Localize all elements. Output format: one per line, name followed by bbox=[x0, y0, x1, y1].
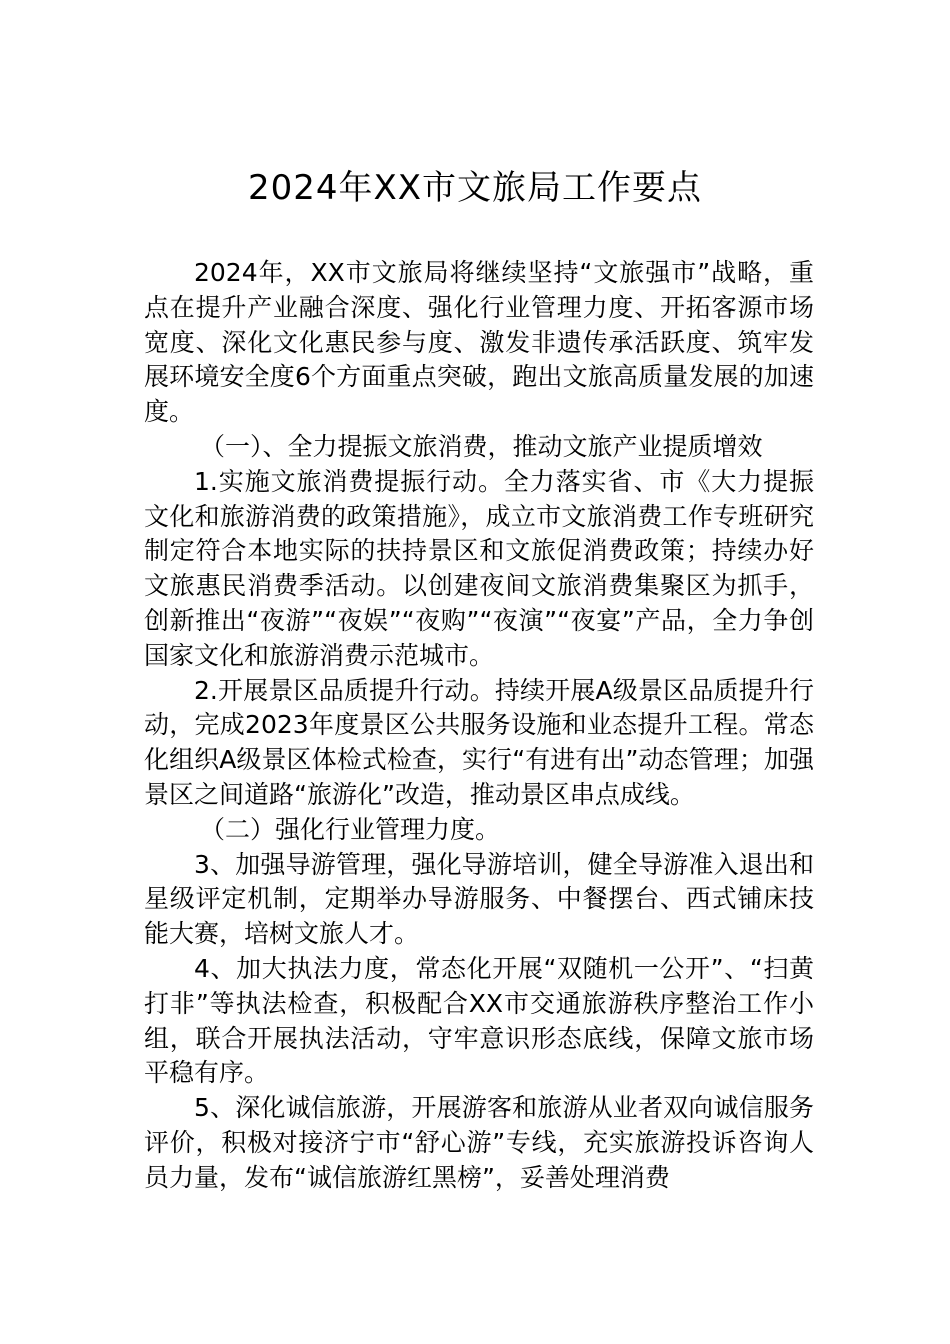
item-paragraph-2: 2.开展景区品质提升行动。持续开展A级景区品质提升行动，完成2023年度景区公共服务设施和业态提升工程。常态化组织A级景区体检式检查，实行“有进有出”动态管理；加强景区之间道路“旅游化”改造，推动景区串点成线。 bbox=[144, 675, 814, 809]
item-paragraph-3: 3、加强导游管理，强化导游培训，健全导游准入退出和星级评定机制，定期举办导游服务、中餐摆台、西式铺床技能大赛，培树文旅人才。 bbox=[144, 849, 814, 949]
item-paragraph-1: 1.实施文旅消费提振行动。全力落实省、市《大力提振文化和旅游消费的政策措施》，成立市文旅消费工作专班研究制定符合本地实际的扶持景区和文旅促消费政策；持续办好文旅惠民消费季活动。以创建夜间文旅消费集聚区为抓手，创新推出“夜游”“夜娱”“夜购”“夜演”“夜宴”产品，全力争创国家文化和旅游消费示范城市。 bbox=[144, 466, 814, 670]
document-title: 2024年XX市文旅局工作要点 bbox=[247, 168, 703, 208]
item-paragraph-5: 5、深化诚信旅游，开展游客和旅游从业者双向诚信服务评价，积极对接济宁市“舒心游”专线，充实旅游投诉咨询人员力量，发布“诚信旅游红黑榜”，妥善处理消费 bbox=[144, 1093, 814, 1192]
section-heading-2: （二）强化行业管理力度。 bbox=[200, 814, 501, 844]
intro-paragraph: 2024年，XX市文旅局将继续坚持“文旅强市”战略，重点在提升产业融合深度、强化行业管理力度、开拓客源市场宽度、深化文化惠民参与度、激发非遗传承活跃度、筑牢发展环境安全度6个方面重点突破，跑出文旅高质量发展的加速度。 bbox=[144, 258, 814, 427]
document-body bbox=[144, 256, 814, 1196]
item-paragraph-4: 4、加大执法力度，常态化开展“双随机一公开”、“扫黄打非”等执法检查，积极配合XX市交通旅游秩序整治工作小组，联合开展执法活动，守牢意识形态底线，保障文旅市场平稳有序。 bbox=[144, 953, 814, 1088]
section-heading-1: （一）、全力提振文旅消费，推动文旅产业提质增效 bbox=[200, 431, 763, 461]
